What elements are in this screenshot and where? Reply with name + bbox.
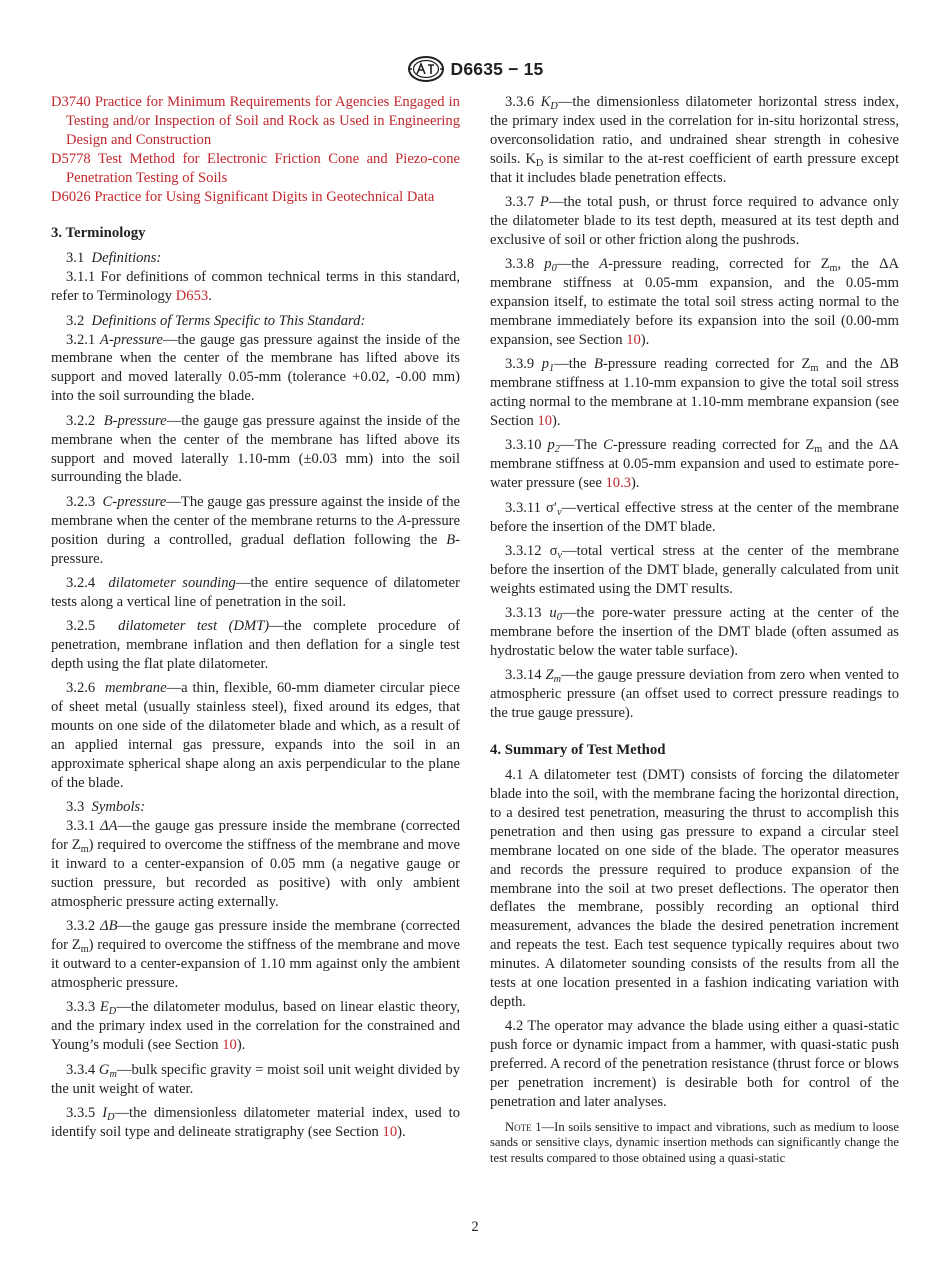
reference-code[interactable]: D3740 [51,94,91,110]
paragraph-3-3-1: 3.3.1 ΔA—the gauge gas pressure inside the membrane (corrected for $Z_m$) required to overcome the stiffness of the membrane and move it inward to a center-expansion of 0.05 mm (a negative gauge or suction pressure, but recorded as positive) with only ambient atmospheric pressure acting externally. [51,818,460,910]
paragraph-3-3-8: 3.3.8 $p_0—the$ A-pressure reading, corrected for $Z_m$, the ΔA membrane stiffness at 0.05-mm expansion, and the 0.05-mm expansion itself, to estimate the total soil stress acting normal to the membrane immediately before its expansion into the soil (0.00-mm expansion, see Section 10). [490,256,899,348]
standard-designation: D6635 − 15 [450,58,544,79]
reference-code[interactable]: D5778 [51,150,91,167]
paragraph-3-3-6: 3.3.6 $K_D—the$ dimensionless dilatometer horizontal stress index, the primary index used in the correlation for in-situ horizontal stress, overconsolidation ratio, and undrained shear strength in cohesive soils. $K_D$ is similar to the at-rest coefficient of earth pressure except that it includes blade penetration effects. [490,94,899,186]
section-link[interactable]: 10 [537,413,553,429]
paragraph-3-3-4: 3.3.4 $G_m—bulk$ specific gravity = moist soil unit weight divided by the unit weight of water. [51,1061,460,1097]
note-label: Note 1 [505,1119,542,1134]
paragraph-3-3-7: 3.3.7 P—the total push, or thrust force required to advance only the dilatometer blade to its test depth, measured at its test depth and exclusive of soil or other friction along the pushrods. [490,194,899,248]
paragraph-3-2-2: 3.2.2 B-pressure—the gauge gas pressure against the inside of the membrane when the center of the membrane has lifted above its support and moved laterally 1.10-mm (±0.03 mm) into the soil surrounding the blade. [51,412,460,486]
reference-d5778 [51,150,460,188]
section-link[interactable]: 10 [382,1123,398,1140]
section-heading-summary: 4. Summary of Test Method [490,742,666,759]
section-link[interactable]: 10.3 [605,475,632,492]
paragraph-3-3-5: 3.3.5 $I_D—the$ dimensionless dilatometer material index, used to identify soil type and delineate stratigraphy (see Section 10). [51,1105,460,1140]
paragraph-3-3-9: 3.3.9 $p_1—the$ B-pressure reading corrected for $Z_m$ and the ΔB membrane stiffness at 1.10-mm expansion to give the total soil stress acting normal to the membrane at 1.10-mm membrane expansion (see Section 10). [490,356,899,429]
note-1 [490,1120,899,1166]
section-link[interactable]: 10 [222,1037,237,1054]
reference-d3740 [51,93,460,150]
paragraph-3-1: 3.1 Definitions: [66,250,162,267]
reference-title[interactable]: Practice for Minimum Requirements for Agencies Engaged in Testing and/or Inspection of Soil and Rock as Used in Engineering Design and Construction [66,94,460,148]
paragraph-3-3-13: 3.3.13 $u_0—the$ pore-water pressure acting at the center of the membrane before the insertion of the DMT blade (often assumed as hydrostatic below the water table surface). [490,605,899,659]
reference-code[interactable]: D6026 [51,188,91,205]
astm-logo-icon [407,55,445,83]
reference-link[interactable]: D653 [175,288,209,305]
paragraph-3-3-11: 3.3.11 $\sigma'_v—vertical$ effective stress at the center of the membrane before the insertion of the DMT blade. [490,499,899,535]
reference-title[interactable]: Test Method for Electronic Friction Cone and Piezo-cone Penetration Testing of Soils [66,150,460,186]
reference-title[interactable]: Practice for Using Significant Digits in Geotechnical Data [94,188,435,205]
paragraph-3-2-5: 3.2.5 dilatometer test (DMT)—the complete procedure of penetration, membrane inflation and then deflation for a single test depth using the flat plate dilatometer. [51,618,460,673]
paragraph-3-3-2: 3.3.2 ΔB—the gauge gas pressure inside the membrane (corrected for $Z_m$) required to overcome the stiffness of the membrane and move it outward to a center-expansion of 1.10 mm against only the ambient atmospheric pressure. [51,918,460,992]
paragraph-3-3-14: 3.3.14 $Z_m—the$ gauge pressure deviation from zero when vented to atmospheric pressure (an offset used to correct pressure readings to the true gauge pressure). [490,667,900,722]
paragraph-4-1: 4.1 A dilatometer test (DMT) consists of forcing the dilatometer blade into the soil, with the membrane facing the horizontal direction, to a desired test penetration, measuring the thrust to accomplish this penetration and then using gas pressure to expand a circular steel membrane located on one side of the blade. The operator measures and records the pressure required to produce expansion of the membrane into the soil at two preset deflections. The operator then deflates the membrane, possibly recording an optional third measurement, advances the blade the desired penetration increment and repeats the test. Each test sequence typically requires about two minutes. A dilatometer sounding consists of the results from all the tests at one location presented in a fashion indicating variation with depth. [490,767,899,1010]
paragraph-3-2-6: 3.2.6 membrane—a thin, flexible, 60-mm diameter circular piece of sheet metal (usually stainless steel), fixed around its edges, that mounts on one side of the dilatometer blade and which, as a result of an applied internal gas pressure, expands into the soil in an approximate spherical shape along an axis perpendicular to the plane of the blade. [51,680,460,791]
section-link[interactable]: 10 [626,331,641,348]
paragraph-3-2: 3.2 Definitions of Terms Specific to This Standard: [66,312,366,329]
reference-d6026 [51,188,460,207]
paragraph-3-2-4: 3.2.4 dilatometer sounding—the entire sequence of dilatometer tests along a vertical line of penetration in the soil. [51,574,460,610]
paragraph-3-1-1: 3.1.1 For definitions of common technical terms in this standard, refer to Terminology D653. [51,269,460,305]
note-text: —In soils sensitive to impact and vibrations, such as medium to loose sands or sensitive clays, dynamic insertion methods can significantly change the test results compared to those obtained using a quasi-static [490,1119,899,1165]
paragraph-3-3: 3.3 Symbols: [66,799,146,816]
paragraph-3-2-3: 3.2.3 C-pressure—The gauge gas pressure against the inside of the membrane when the center of the membrane returns to the A-pressure position during a controlled, gradual deflation following the B-pressure. [51,493,460,567]
page-header [0,54,950,84]
paragraph-3-3-12: 3.3.12 $\sigma_v—total$ vertical stress at the center of the membrane before the insertion of the DMT blade, generally calculated from unit weights estimated using the DMT results. [490,542,899,597]
paragraph-3-2-1: 3.2.1 A-pressure—the gauge gas pressure against the inside of the membrane when the center of the membrane has lifted above its support and moved laterally 0.05-mm (tolerance +0.02, -0.00 mm) into the soil surrounding the blade. [51,331,460,405]
right-column [490,93,899,1166]
paragraph-4-2: 4.2 The operator may advance the blade using either a quasi-static push force or dynamic impact from a hammer, with quasi-static push preferred. A record of the penetration resistance (thrust force or blows per penetration increment) is desirable both for control of the penetration and later analyses. [490,1018,899,1110]
paragraph-3-3-3: 3.3.3 $E_D—the$ dilatometer modulus, based on linear elastic theory, and the primary index used in the correlation for the constrained and Young’s moduli (see Section 10). [51,999,461,1054]
left-column [51,93,460,1142]
page-number: 2 [471,1219,479,1235]
section-heading-terminology: 3. Terminology [51,225,146,242]
paragraph-3-3-10: 3.3.10 $p_2—The$ C-pressure reading corrected for $Z_m$ and the ΔA membrane stiffness at 0.05-mm expansion and used to estimate pore-water pressure (see 10.3). [490,437,899,492]
